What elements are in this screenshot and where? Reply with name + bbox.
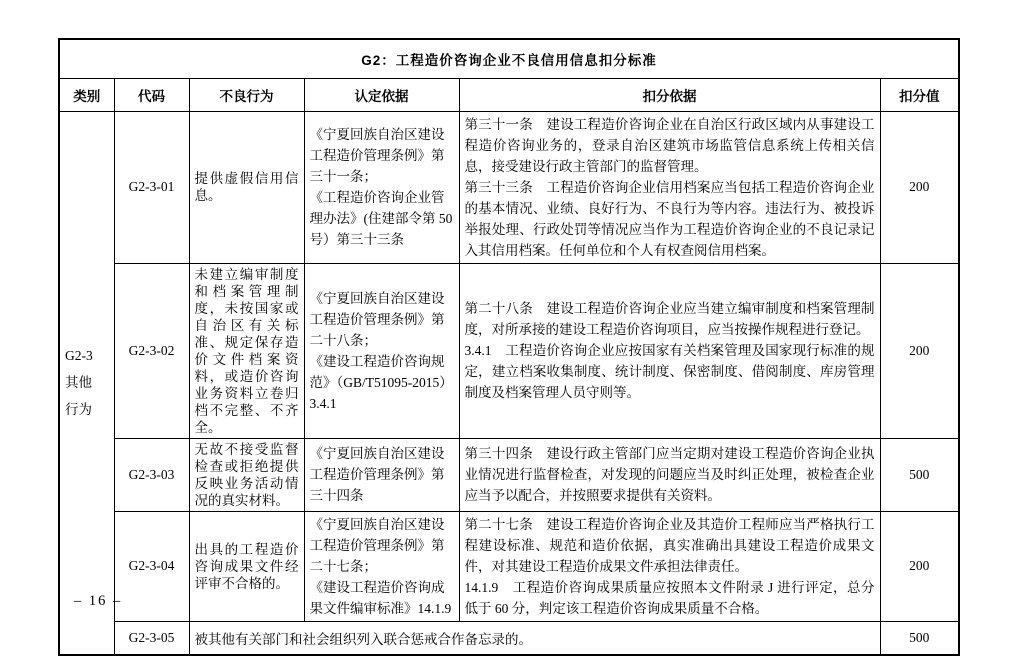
category-cell — [59, 111, 114, 655]
table-row — [59, 438, 959, 511]
score-cell: 200 — [880, 511, 959, 621]
table-row — [59, 263, 959, 438]
score-cell: 200 — [880, 263, 959, 438]
table-row — [59, 511, 959, 621]
behavior-cell: 未建立编审制度和档案管理制度，未按国家或自治区有关标准、规定保存造价文件档案资料，或造价咨询业务资料立卷归档不完整、不齐全。 — [189, 263, 304, 438]
page-number: – 16 – — [74, 593, 123, 609]
deduction-paragraph: 14.1.9 工程造价咨询成果质量应按照本文件附录 J 进行评定，总分低于 60 分，判定该工程造价咨询成果质量不合格。 — [464, 579, 875, 616]
basis-paragraph: 《宁夏回族自治区建设工程造价管理条例》第二十七条； — [309, 516, 445, 574]
table-row — [59, 111, 959, 263]
code-cell: G2-3-01 — [114, 111, 189, 263]
deduction-basis-cell — [459, 263, 880, 438]
basis-paragraph: 《工程造价咨询企业管理办法》(住建部令第 50 号）第三十三条 — [309, 190, 453, 247]
behavior-cell: 出具的工程造价咨询成果文件经评审不合格的。 — [189, 511, 304, 621]
deduction-paragraph: 第三十一条 建设工程造价咨询企业在自治区行政区域内从事建设工程造价咨询业务的，登录自治区建筑市场监管信息系统上传相关信息，接受建设行政主管部门的监督管理。 — [464, 116, 875, 174]
code-cell: G2-3-05 — [114, 621, 189, 655]
column-header-basis: 认定依据 — [304, 78, 459, 111]
basis-paragraph: 《宁夏回族自治区建设工程造价管理条例》第三十一条； — [309, 127, 445, 184]
code-cell: G2-3-04 — [114, 511, 189, 621]
column-header-code: 代码 — [114, 78, 189, 111]
deduction-basis-cell — [459, 438, 880, 511]
deduction-basis-cell — [459, 511, 880, 621]
deduction-basis-cell — [459, 111, 880, 263]
code-cell: G2-3-03 — [114, 438, 189, 511]
score-cell: 200 — [880, 111, 959, 263]
column-header-deduction-basis: 扣分依据 — [459, 78, 880, 111]
behavior-cell: 提供虚假信用信息。 — [189, 111, 304, 263]
deduction-paragraph: 3.4.1 工程造价咨询企业应按国家有关档案管理及国家现行标准的规定，建立档案收集制度、统计制度、保密制度、借阅制度、库房管理制度及档案管理人员守则等。 — [464, 343, 875, 400]
basis-cell — [304, 111, 459, 263]
column-header-category: 类别 — [59, 78, 114, 111]
basis-paragraph: 《宁夏回族自治区建设工程造价管理条例》第二十八条； — [309, 290, 445, 348]
score-cell: 500 — [880, 621, 959, 655]
behavior-cell: 无故不接受监督检查或拒绝提供反映业务活动情况的真实材料。 — [189, 438, 304, 511]
table-row — [59, 621, 959, 655]
deduction-paragraph: 第二十七条 建设工程造价咨询企业及其造价工程师应当严格执行工程建设标准、规范和造价依据，真实准确出具建设工程造价成果文件，对其建设工程造价成果文件承担法律责任。 — [464, 516, 875, 574]
code-cell: G2-3-02 — [114, 263, 189, 438]
column-header-behavior: 不良行为 — [189, 78, 304, 111]
basis-paragraph: 《建设工程造价咨询成果文件编审标准》14.1.9 — [309, 579, 452, 616]
score-cell: 500 — [880, 438, 959, 511]
basis-cell — [304, 438, 459, 511]
deduction-standards-table — [58, 38, 960, 656]
category-label-line2: 行为 — [65, 402, 92, 418]
basis-cell — [304, 511, 459, 621]
category-code: G2-3 — [65, 348, 93, 364]
deduction-paragraph: 第三十三条 工程造价咨询企业信用档案应当包括工程造价咨询企业的基本情况、业绩、良好行为、不良行为等内容。违法行为、被投诉举报处理、行政处罚等情况应当作为工程造价咨询企业的不良记录记入其信用档案。任何单位和个人有权查阅信用档案。 — [464, 179, 875, 258]
deduction-paragraph: 第二十八条 建设工程造价咨询企业应当建立编审制度和档案管理制度，对所承接的建设工程造价咨询项目，应当按操作规程进行登记。 — [464, 301, 875, 337]
basis-paragraph: 《建设工程造价咨询规范》（GB/T51095-2015）3.4.1 — [309, 353, 453, 411]
basis-paragraph: 《宁夏回族自治区建设工程造价管理条例》第三十四条 — [309, 446, 445, 503]
category-label-line1: 其他 — [65, 375, 92, 391]
basis-cell — [304, 263, 459, 438]
table-title: G2：工程造价咨询企业不良信用信息扣分标准 — [59, 39, 959, 78]
column-header-score: 扣分值 — [880, 78, 959, 111]
merged-behavior-cell: 被其他有关部门和社会组织列入联合惩戒合作备忘录的。 — [189, 621, 880, 655]
deduction-paragraph: 第三十四条 建设行政主管部门应当定期对建设工程造价咨询企业执业情况进行监督检查，对发现的问题应当及时纠正处理，被检查企业应当予以配合，并按照要求提供有关资料。 — [464, 446, 875, 503]
